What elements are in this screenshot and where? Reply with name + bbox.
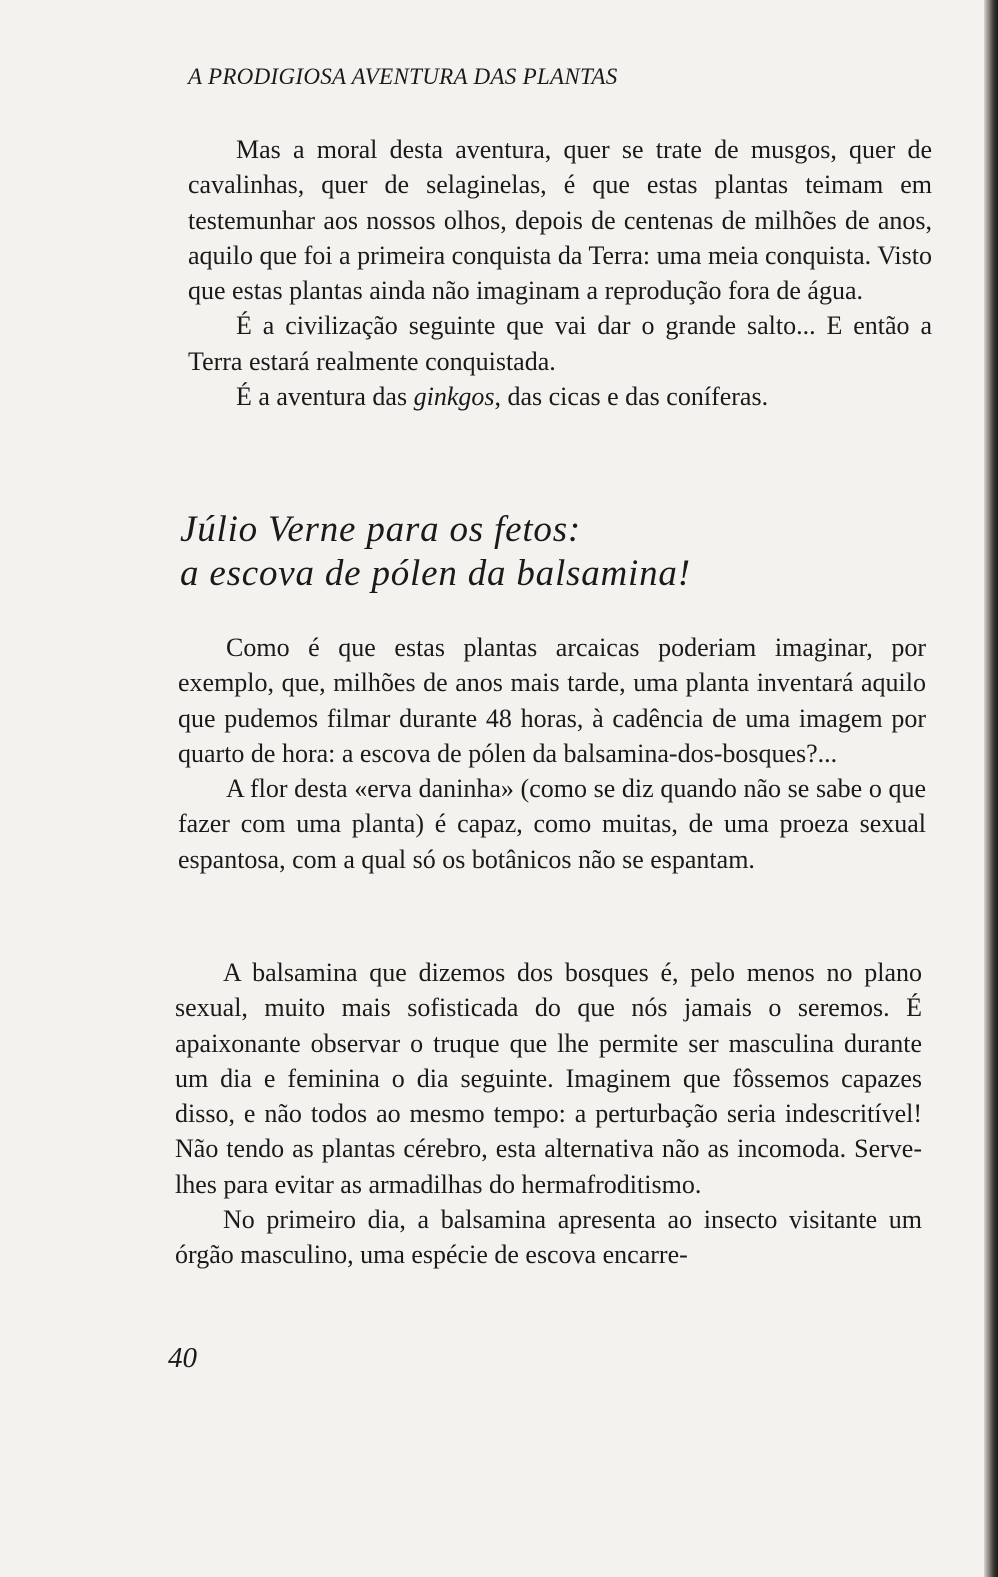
section-heading-line-1: Júlio Verne para os fetos: (180, 509, 582, 550)
running-head: A PRODIGIOSA AVENTURA DAS PLANTAS (188, 64, 618, 89)
paragraph: É a aventura das ginkgos, das cicas e das coníferas. (236, 382, 769, 412)
section-heading (180, 508, 880, 596)
section-heading-line-2: a escova de pólen da balsamina! (180, 553, 691, 594)
paragraph: A balsamina que dizemos dos bosques é, pelo menos no plano sexual, muito mais sofisticada do que nós jamais o seremos. É apaixonante observar o truque que lhe permite ser masculina durante um dia e feminina o dia seguinte. Imaginem que fôssemos capazes disso, e não todos ao mesmo tempo: a perturbação seria indescritível! Não tendo as plantas cérebro, esta alternativa não as incomoda. Serve-lhes para evitar as armadilhas do hermafroditismo. (175, 958, 922, 1199)
paragraph: Mas a moral desta aventura, quer se trate de musgos, quer de cavalinhas, quer de selaginelas, é que estas plantas teimam em testemunhar aos nossos olhos, depois de centenas de milhões de anos, aquilo que foi a primeira conquista da Terra: uma meia conquista. Visto que estas plantas ainda não imaginam a reprodução fora de água. (188, 135, 932, 306)
page-edge-shadow (984, 0, 998, 1577)
text-block-middle (178, 630, 926, 877)
paragraph: É a civilização seguinte que vai dar o grande salto... E então a Terra estará realmente conquistada. (188, 311, 932, 376)
page-number: 40 (168, 1342, 197, 1374)
paragraph: No primeiro dia, a balsamina apresenta ao insecto visitante um órgão masculino, uma espécie de escova encarre- (175, 1205, 922, 1270)
text-block-bottom (175, 955, 922, 1273)
paragraph: A flor desta «erva daninha» (como se diz quando não se sabe o que fazer com uma planta) é capaz, como muitas, de uma proeza sexual espantosa, com a qual só os botânicos não se espantam. (178, 774, 926, 874)
text-block-top (188, 132, 932, 414)
paragraph: Como é que estas plantas arcaicas poderiam imaginar, por exemplo, que, milhões de anos mais tarde, uma planta inventará aquilo que pudemos filmar durante 48 horas, à cadência de uma imagem por quarto de hora: a escova de pólen da balsamina-dos-bosques?... (178, 633, 926, 768)
